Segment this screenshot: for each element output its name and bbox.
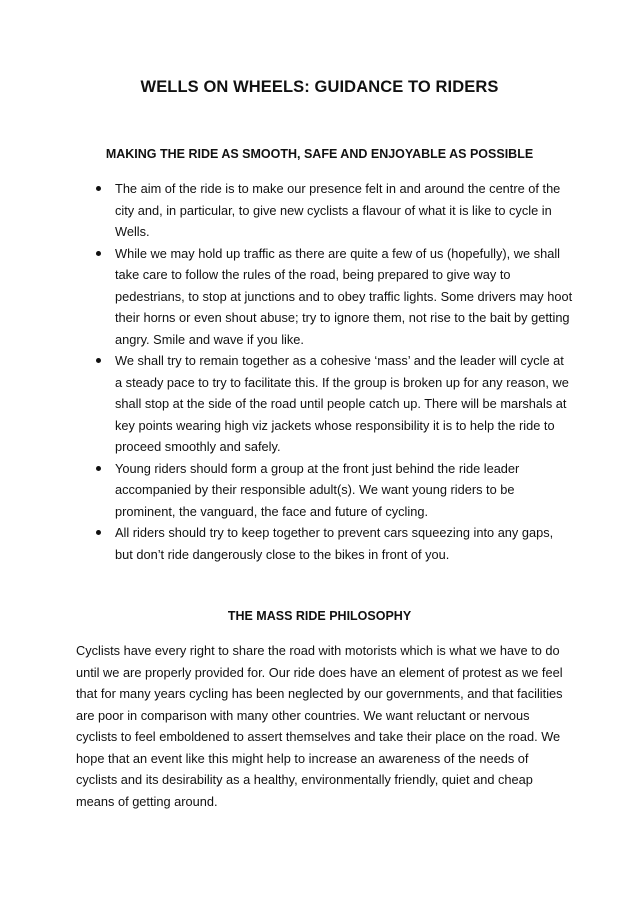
list-item: [115, 243, 573, 351]
bullet-text: We shall try to remain together as a cohesive ‘mass’ and the leader will cycle at a steady pace to try to facilitate this. If the group is broken up for any reason, we shall stop at the side of the road until people catch up. There will be marshals at key points wearing high viz jackets whose responsibility it is to help the ride to proceed smoothly and safely.: [115, 353, 569, 454]
list-item: [115, 350, 573, 458]
philosophy-paragraph: Cyclists have every right to share the road with motorists which is what we have to do until we are properly provided for. Our ride does have an element of protest as we feel that for many years cycling has been neglected by our governments, and that facilities are poor in comparison with many other countries. We want reluctant or nervous cyclists to feel emboldened to assert themselves and take their place on the road. We hope that an event like this might help to increase an awareness of the needs of cyclists and its desirability as a healthy, environmentally friendly, quiet and cheap means of getting around.: [76, 643, 563, 809]
bullet-text: The aim of the ride is to make our presence felt in and around the centre of the city and, in particular, to give new cyclists a flavour of what it is like to cycle in Wells.: [115, 181, 561, 239]
bullet-text: Young riders should form a group at the front just behind the ride leader accompanied by their responsible adult(s). We want young riders to be prominent, the vanguard, the face and future of cycling.: [115, 460, 520, 519]
document-title: WELLS ON WHEELS: GUIDANCE TO RIDERS: [140, 78, 499, 96]
bullet-icon: [96, 251, 101, 256]
guidance-bullet-list: [115, 178, 573, 565]
bullet-text: All riders should try to keep together to prevent cars squeezing into any gaps, but don’t ride dangerously close to the bikes in front of you.: [115, 525, 554, 562]
section-heading-philosophy: THE MASS RIDE PHILOSOPHY: [227, 609, 412, 623]
list-item: [115, 178, 573, 243]
list-item: [115, 458, 573, 523]
list-item: [115, 522, 573, 565]
bullet-text: While we may hold up traffic as there are quite a few of us (hopefully), we shall take care to follow the rules of the road, being prepared to give way to pedestrians, to stop at junctions and to obey traffic lights. Some drivers may hoot their horns or even shout abuse; try to ignore them, not rise to the bait by getting angry. Smile and wave if you like.: [115, 245, 573, 347]
bullet-icon: [96, 186, 101, 191]
bullet-icon: [96, 358, 101, 363]
bullet-icon: [96, 466, 101, 471]
bullet-icon: [96, 530, 101, 535]
section-heading-ride: MAKING THE RIDE AS SMOOTH, SAFE AND ENJOYABLE AS POSSIBLE: [105, 147, 534, 161]
